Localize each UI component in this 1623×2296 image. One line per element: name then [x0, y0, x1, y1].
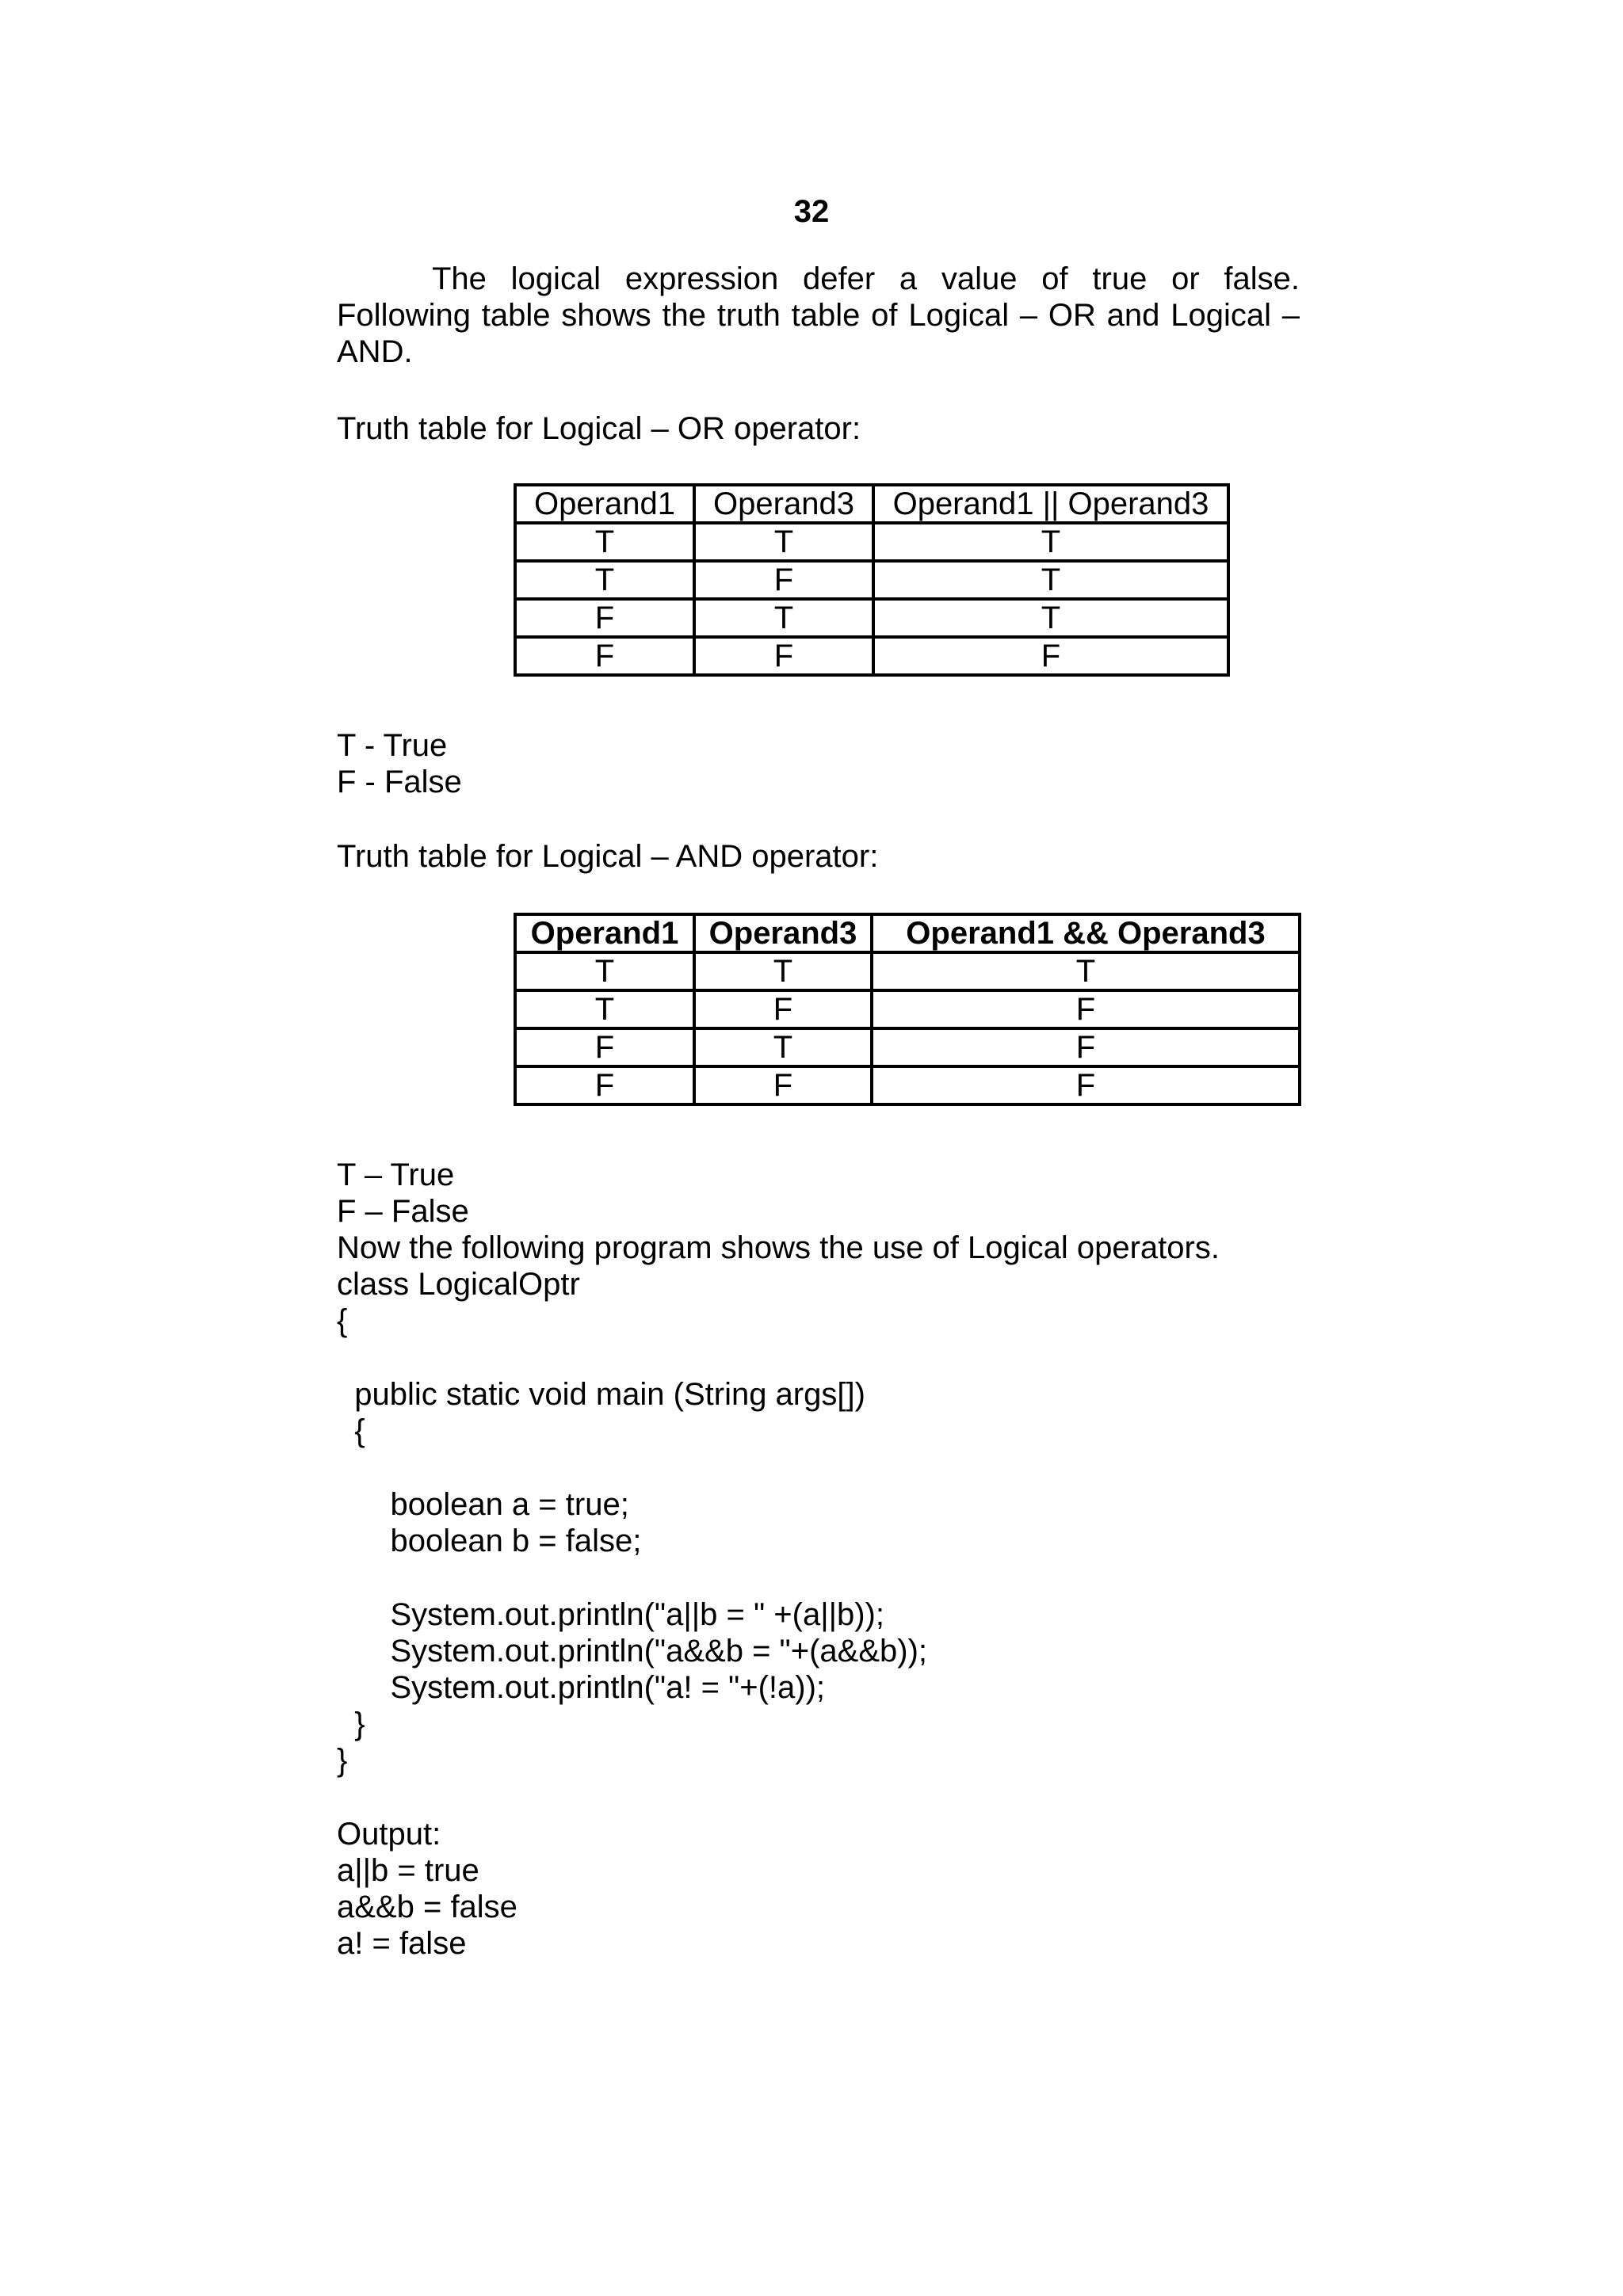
- code-line: {: [337, 1413, 365, 1448]
- column-header: Operand1: [515, 914, 694, 952]
- or-table-heading: Truth table for Logical – OR operator:: [337, 411, 861, 446]
- or-legend-false: F - False: [337, 765, 462, 799]
- code-line: }: [337, 1743, 348, 1778]
- table-cell: T: [694, 599, 873, 637]
- table-header-row: [515, 914, 1300, 952]
- table-cell: T: [872, 952, 1300, 990]
- column-header: Operand3: [694, 914, 872, 952]
- table-cell: F: [515, 637, 694, 675]
- intro-paragraph: The logical expression defer a value of true or false. Following table shows the truth table of Logical – OR and Logical – AND.: [337, 261, 1300, 369]
- output-line: a&&b = false: [337, 1890, 517, 1924]
- output-line: a||b = true: [337, 1853, 479, 1888]
- table-cell: F: [872, 1066, 1300, 1104]
- code-line: class LogicalOptr: [337, 1267, 580, 1302]
- column-header: Operand1: [515, 485, 694, 523]
- table-row: [515, 561, 1228, 599]
- code-line: boolean b = false;: [355, 1524, 642, 1558]
- and-legend-true: T – True: [337, 1158, 455, 1192]
- table-cell: F: [694, 1066, 872, 1104]
- code-line: public static void main (String args[]): [337, 1377, 865, 1412]
- table-row: [515, 637, 1228, 675]
- output-line: a! = false: [337, 1926, 467, 1961]
- table-cell: F: [694, 561, 873, 599]
- table-row: [515, 990, 1300, 1028]
- and-truth-table: [514, 913, 1301, 1106]
- or-truth-table: [514, 483, 1230, 677]
- table-cell: F: [694, 990, 872, 1028]
- table-cell: T: [873, 523, 1228, 561]
- code-line: }: [337, 1707, 365, 1741]
- table-row: [515, 1066, 1300, 1104]
- column-header: Operand1 || Operand3: [873, 485, 1228, 523]
- table-cell: F: [873, 637, 1228, 675]
- code-line: System.out.println("a&&b = "+(a&&b));: [355, 1634, 928, 1669]
- table-cell: F: [515, 599, 694, 637]
- table-cell: T: [515, 990, 694, 1028]
- table-cell: T: [873, 599, 1228, 637]
- code-line: boolean a = true;: [355, 1487, 629, 1522]
- table-cell: T: [694, 523, 873, 561]
- table-cell: F: [872, 1028, 1300, 1066]
- table-cell: T: [515, 952, 694, 990]
- code-line: {: [337, 1303, 348, 1338]
- or-legend-true: T - True: [337, 728, 448, 763]
- table-cell: T: [515, 523, 694, 561]
- table-cell: T: [694, 952, 872, 990]
- and-legend-false: F – False: [337, 1194, 469, 1229]
- table-row: [515, 1028, 1300, 1066]
- table-row: [515, 952, 1300, 990]
- table-row: [515, 523, 1228, 561]
- table-cell: T: [694, 1028, 872, 1066]
- column-header: Operand3: [694, 485, 873, 523]
- table-header-row: [515, 485, 1228, 523]
- column-header: Operand1 && Operand3: [872, 914, 1300, 952]
- table-cell: F: [515, 1066, 694, 1104]
- program-intro: Now the following program shows the use of Logical operators.: [337, 1230, 1220, 1265]
- code-line: System.out.println("a||b = " +(a||b));: [355, 1597, 884, 1632]
- table-cell: T: [515, 561, 694, 599]
- page-number: 32: [793, 194, 830, 229]
- table-cell: F: [515, 1028, 694, 1066]
- table-cell: F: [694, 637, 873, 675]
- table-cell: F: [872, 990, 1300, 1028]
- code-line: System.out.println("a! = "+(!a));: [355, 1670, 826, 1705]
- and-table-heading: Truth table for Logical – AND operator:: [337, 839, 879, 874]
- table-row: [515, 599, 1228, 637]
- table-cell: T: [873, 561, 1228, 599]
- output-label: Output:: [337, 1817, 441, 1852]
